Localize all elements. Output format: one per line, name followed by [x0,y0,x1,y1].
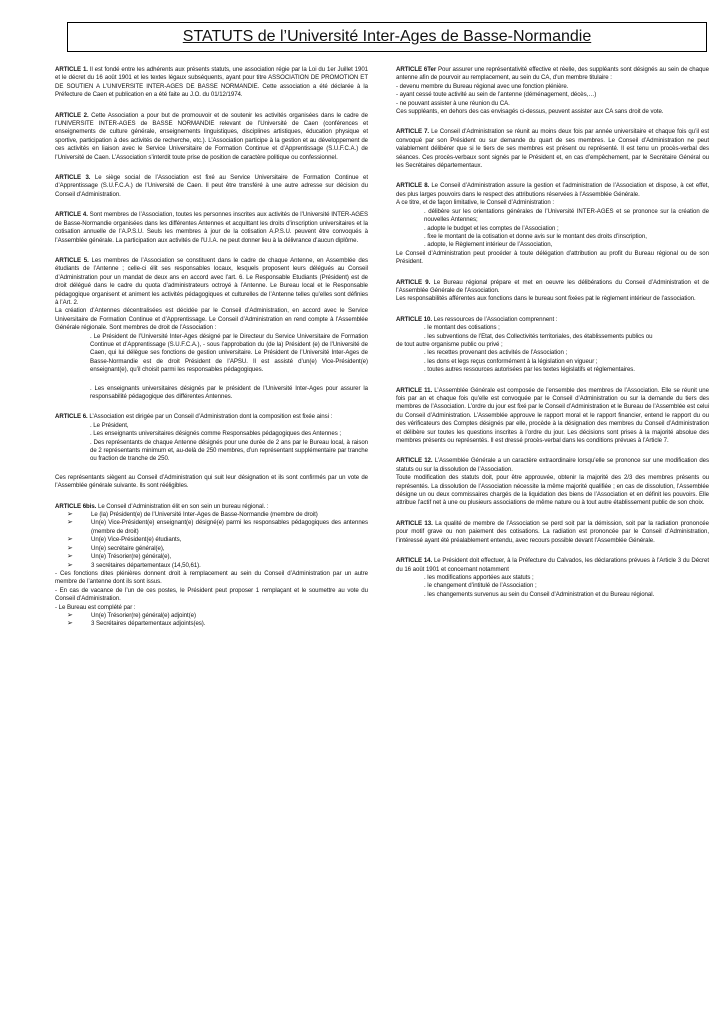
list-item: . les modifications apportées aux statuts ; [424,573,534,581]
arrow-bullet-icon: ➢ [67,561,73,569]
article-3 [55,174,368,199]
article-text: Toute modification des statuts doit, pour être approuvée, obtenir la majorité des 2/3 des membres présents ou représentés. La dissolution de l’Association nécessite la même majorité qualifiée ; en cas de dissolution, l’Assemblée désigne un ou deux commissaires chargés de la liquidation des biens de l’Association et en définit les pouvoirs. Elle attribue l’actif net à une ou plusieurs associations de même nature ou à tout autre établissement public de son choix. [396,474,709,507]
article-text: Les ressources de l’Association comprennent : [432,315,558,323]
article-text: Le Bureau régional prépare et met en oeuvre les délibérations du Conseil d’Administration et de l’Assemblée Générale de l’Association. [396,278,709,294]
article-14 [396,557,709,599]
article-heading: ARTICLE 14. [396,557,433,565]
article-2 [55,112,368,162]
article-text: Ces suppléants, en dehors des cas envisagés ci-dessus, peuvent assister aux CA sans droit de vote. [396,108,664,116]
list-item: . le montant des cotisations ; [424,324,500,332]
list-item: . adopte, le Règlement intérieur de l’Association, [424,241,553,249]
article-5 [55,257,368,402]
article-6bis [55,503,368,629]
article-text: Le Président doit effectuer, à la Préfecture du Calvados, les déclarations prévues à l’Article 3 du Décret du 16 août 1901 et concernant notamment [396,557,709,573]
article-heading: ARTICLE 4. [55,211,88,219]
article-text: Le Conseil d’Administration se réunit au moins deux fois par année universitaire et chaque fois qu’il est convoqué par son Président ou sur demande du quart de ses membres. Le Conseil d’Administration ne peut valablement délibérer que si le tiers de ses membres est présent ou représenté. Il est tenu un procès-verbal des séances. Ces procès-verbaux sont signés par le Président et, en cas d’empêchement, par le Secrétaire Général ou les Secrétaires départementaux. [396,128,709,170]
article-text: Sont membres de l’Association, toutes les personnes inscrites aux activités de l’Université INTER-AGES de Basse-Normandie organisées dans les différentes Antennes et acquittant les droits d’inscription universitaires et la cotisation annuelle de l’A.P.S.U. Seuls les membres à jour de la cotisation A.P.S.U. peuvent être convoqués à l’Assemblée générale. La participation aux activités de l’U.I.A. ne peut donner lieu à la délivrance d’aucun diplôme. [55,211,368,244]
list-item: . Le Président, [90,421,129,429]
article-text: Ces représentants siègent au Conseil d’Administration qui suit leur désignation et ils sont confirmés par un vote de l’Assemblée générale suivante. Ils sont rééligibles. [55,473,368,490]
article-text: - En cas de vacance de l’un de ces postes, le Président peut proposer 1 remplaçant et le soumettre au vote du Conseil d’Administration. [55,586,368,603]
arrow-bullet-icon: ➢ [67,611,73,619]
list-item: . adopte le budget et les comptes de l’Association ; [424,224,559,232]
list-item: ➢ Un(e) Trésorier(re) général(e), [67,553,172,561]
list-item: . Des représentants de chaque Antenne désignés pour une durée de 2 ans par le Bureau local, à raison de 2 représentants minimum et, au-delà de 250 membres, d’un représentant supplémentaire par tranche ou fraction de tranche de 250. [90,438,368,463]
article-text: Pour assurer une représentativité effective et réelle, des suppléants sont désignés au sein de chaque antenne afin de pourvoir au remplacement, au sein du CA, d’un membre titulaire : [396,66,709,82]
list-item: - ne pouvant assister à une réunion du CA. [396,99,510,107]
list-item: ➢ 3 Secrétaires départementaux adjoints(es). [67,620,206,628]
list-item: - devenu membre du Bureau régional avec une fonction plénière. [396,82,569,90]
article-heading: ARTICLE 6bis. [55,502,97,510]
list-item: . les recettes provenant des activités de l’Association ; [424,349,568,357]
document-title: STATUTS de l’Université Inter-Ages de Basse-Normandie [182,28,592,45]
article-heading: ARTICLE 3. [55,174,91,182]
list-item: ➢ Un(e) secrétaire général(e), [67,544,165,552]
article-text: La création d’Antennes décentralisées est décidée par le Conseil d’Administration, en accord avec le Service Universitaire de Formation Continue et d’Apprentissage. Le Conseil d’Administration en rend compte à l’Assemblée Générale régionale. Sont membres de droit de l’Association : [55,307,368,332]
article-heading: ARTICLE 13. [396,519,433,527]
article-heading: ARTICLE 7. [396,128,430,136]
article-text: Les responsabilités afférentes aux fonctions dans le bureau sont fixées pat le règlement intérieur de l’association. [396,295,696,303]
article-heading: ARTICLE 5. [55,256,89,264]
article-text: L’Assemblée Générale est composée de l’ensemble des membres de l’Association. Elle se réunit une fois par an et chaque fois qu’elle est convoquée par le Conseil d’Administration ou sur la demande du tiers des membres de l’Association. L’ordre du jour est fixé par le Conseil d’Administration et le Bureau de l’Assemblée est celui du Conseil d’Administration. L’Assemblée approuve le rapport moral et le rapport financier, entend le rapport du ou des vérificateurs des Comptes désignés par elle, procède à la désignation des membres du Conseil d’Administration et délibère sur toutes les questions inscrites à l’ordre du jour. Les décisions sont prises à la majorité absolue des membres présents ou représentés. Il est dressé procès-verbal dans les conditions prévues à l’Article 7. [396,386,709,445]
list-item: . les dons et legs reçus conformément à la législation en vigueur ; [424,357,598,365]
article-heading: ARTICLE 9. [396,278,431,286]
left-column [55,66,368,641]
article-text: Le Conseil d’Administration élit en son sein un bureau régional. : [96,502,269,510]
article-heading: ARTICLE 2. [55,111,89,119]
article-4 [55,211,368,245]
article-text: La qualité de membre de l’Association se perd soit par la démission, soit par la radiation prononcée pour motif grave ou non paiement des cotisations. La radiation est prononcée par le Conseil d’Administration, l’intéressé ayant été préalablement entendu, avec recours possible devant l’Assemblée Générale. [396,519,709,544]
article-heading: ARTICLE 1. [55,66,88,73]
list-item: ➢ Un(e) Vice-Président(e) enseignant(e) désigné(e) parmi les responsables pédagogiques des antennes (membre de droit) [67,519,368,535]
article-text: Le siège social de l’Association est fixé au Service Universitaire de Formation Continue et d’Apprentissage (S.U.F.C.A.) de l’Université de Caen. Il peut être transféré à une autre adresse sur décision du Conseil d’Administration. [55,174,369,198]
list-item: . fixe le montant de la cotisation et donne avis sur le montant des droits d’inscription, [424,232,647,240]
article-text: Les membres de l’Association se constituent dans le cadre de chaque Antenne, en Assemblée des étudiants de l’Antenne ; celle-ci élit ses responsables locaux, lesquels proposent leurs délégués au Conseil d’Administration pour un mandat de deux ans en accord avec l’art. 6. Le Responsable Etudiants (Président) est de droit délégué dans le cadre du quota d’administrateurs octroyé à l’Antenne. Le Bureau local et le Responsable pédagogique organisent et animent les activités pédagogiques et culturelles de l’Antenne telles qu’elles sont définies à l’Art. 2. [55,256,368,306]
list-item: . les subventions de l’Etat, des Collectivités territoriales, des établissements publics ou [424,332,653,340]
article-8 [396,182,709,266]
article-heading: ARTICLE 6Ter [396,66,437,73]
article-heading: ARTICLE 6. [55,413,88,421]
list-item: ➢ 3 secrétaires départementaux (14,50,61). [67,561,201,569]
list-item: ➢ Un(e) Vice-Président(e) étudiants, [67,536,182,544]
article-text: Cette Association a pour but de promouvoir et de soutenir les activités organisées dans le cadre de l’UNIVERSITE INTER-AGES de BASSE NORMANDIE relevant de l’Université de Caen (conférences et enseignements de culture générale, enseignements linguistiques, disciplines artistiques, éducation physique et sportive, participation à des activités de recherche, etc.). L’Association participe à la gestion et au développement de ces activités en liaison avec le Service Universitaire de Formation Continue et d’Apprentissage (S.U.F.C.A.) de l’Université de Caen. L’Association s’interdit toute prise de position de caractère politique ou confessionnel. [55,111,368,161]
article-text: - Le Bureau est complété par : [55,603,136,611]
article-text: - Ces fonctions dites plénières donnent droit à remplacement au sein du Conseil d’Administration par un autre membre de l’antenne dont ils sont issus. [55,569,368,586]
list-item: ➢ Le (la) Président(e) de l’Université Inter-Ages de Basse-Normandie (membre de droit) [67,511,318,519]
article-6ter [396,66,709,116]
article-text: A ce titre, et de façon limitative, le Conseil d’Administration : [396,199,554,207]
article-10 [396,316,709,375]
list-item-continued: de tout autre organisme public ou privé ; [396,340,503,348]
arrow-bullet-icon: ➢ [67,536,73,544]
article-heading: ARTICLE 8. [396,182,430,190]
article-12 [396,457,709,507]
list-item: . le changement d’intitulé de l’Association ; [424,582,537,590]
article-1 [55,66,368,100]
list-item: . les changements survenus au sein du Conseil d’Administration et du Bureau régional. [424,590,655,598]
arrow-bullet-icon: ➢ [67,553,73,561]
article-text: Il est fondé entre les adhérents aux présents statuts, une association régie par la Loi du 1er Juillet 1901 et le décret du 16 août 1901 et les textes légaux subséquents, ayant pour titre ASSOCIATION DE PROMOTION ET DE SOUTIEN A L’UNIVERSITE INTER-AGES DE BASSE NORMANDIE. Cette association a été déclarée à la Préfecture de Caen et publication en a été faite au J.O. du 01/12/1974. [55,66,368,99]
article-text: . Le Président de l’Université Inter-Ages désigné par le Directeur du Service Universitaire de Formation Continue et d’Apprentissage (S.U.F.C.A.), - sous l’approbation du (de la) Président (e) de l’Université de Caen, qui lui délègue ses fonctions de gestion universitaire. Le Président de l’Université Inter-Ages de Basse-Normandie est de droit Président de l’APSU. Il est assisté d’un(e) Vice-Président(e) enseignant(e), qu’il choisit parmi les responsables pédagogiques. [90,332,368,374]
article-text: L’Assemblée Générale a un caractère extraordinaire lorsqu’elle se prononce sur une modification des statuts ou sur la dissolution de l’Association. [396,457,709,473]
article-13 [396,520,709,545]
article-text: Le Conseil d’Administration assure la gestion et l’administration de l’Association et dispose, à cet effet, des plus larges pouvoirs dans le respect des attributions réservées à l’Assemblée Générale. [396,182,709,198]
arrow-bullet-icon: ➢ [67,544,73,552]
article-heading: ARTICLE 11. [396,386,433,394]
article-text: L’Association est dirigée par un Conseil d’Administration dont la composition est fixée ainsi : [87,413,333,421]
list-item: - ayant cessé toute activité au sein de l’antenne (déménagement, décès,…) [396,91,597,99]
article-text: . Les enseignants universitaires désignés par le président de l’Université Inter-Ages pour assurer la responsabilité pédagogique des différentes Antennes. [90,384,368,400]
article-11 [396,387,709,446]
article-9 [396,279,709,304]
arrow-bullet-icon: ➢ [67,620,73,628]
article-heading: ARTICLE 10. [396,315,433,323]
list-item: . délibère sur les orientations générales de l’Université INTER-AGES et se prononce sur la création de nouvelles Antennes; [424,207,709,224]
arrow-bullet-icon: ➢ [67,511,73,519]
document-title-box [67,22,707,52]
list-item: . toutes autres ressources autorisées par les textes législatifs et réglementaires. [424,366,635,374]
article-heading: ARTICLE 12. [396,457,433,465]
article-text: Le Conseil d’Administration peut procéder à toute délégation d’attribution au profit du Bureau régional ou de son Président. [396,249,709,266]
arrow-bullet-icon: ➢ [67,519,73,527]
list-item: . Les enseignants universitaires désignés comme Responsables pédagogiques des Antennes ; [90,430,342,438]
right-column [396,66,709,611]
list-item: ➢ Un(e) Trésorier(re) général(e) adjoint(e) [67,611,196,619]
article-7 [396,128,709,170]
article-6 [55,413,368,490]
